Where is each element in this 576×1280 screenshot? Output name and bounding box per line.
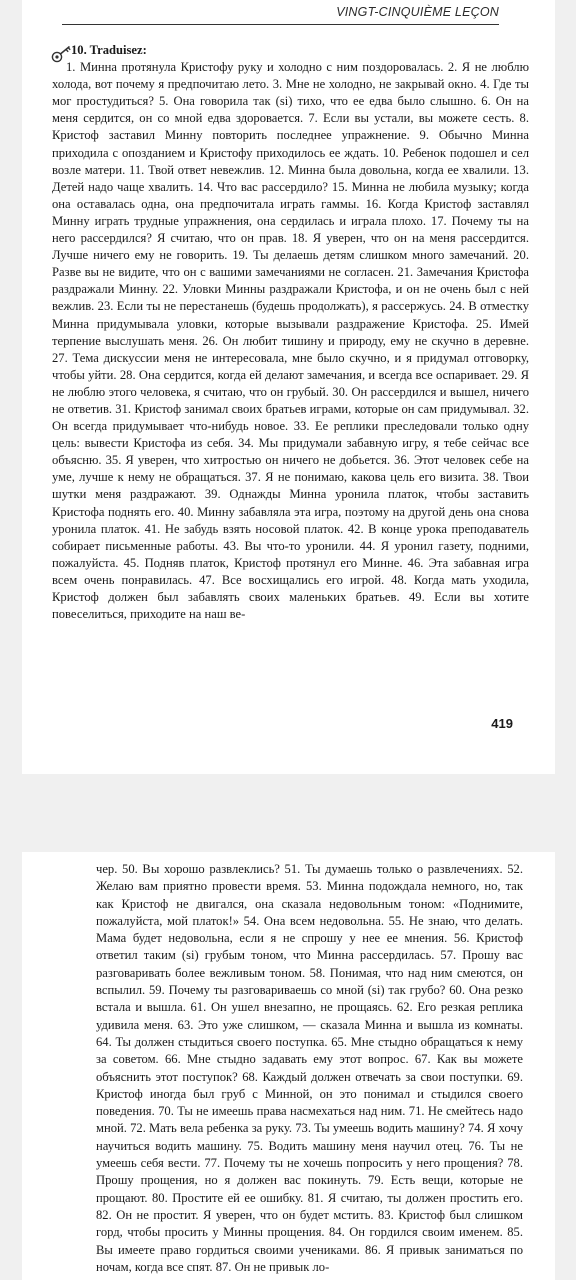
exercise-body [52, 42, 529, 623]
running-head-title: VINGT-CINQUIÈME LEÇON [336, 5, 499, 19]
book-page-419 [22, 0, 555, 774]
running-head [62, 2, 499, 25]
exercise-heading: 10. Traduisez: [71, 43, 147, 57]
exercise-text-part-1: 1. Минна протянула Кристофу руку и холодно с ним поздоровалась. 2. Я не люблю холода, вот почему я предпочитаю лето. 3. Мне не холодно, не закрывай окно. 4. Где ты мог простудиться? 5. Она говорила так (si) тихо, что ее едва было слышно. 6. Он на меня сердится, он со мной едва здоровается. 7. Если вы устали, вы можете сесть. 8. Кристоф заставил Минну повторить последнее упражнение. 9. Обычно Минна приходила с опозданием и Кристофу приходилось ее ждать. 10. Ребенок подошел и сел возле матери. 11. Твой ответ невежлив. 12. Минна была довольна, когда ее хвалили. 13. Детей надо чаще хвалить. 14. Что вас рассердило? 15. Минна не любила музыку; когда она оставалась одна, она предпочитала играть гаммы. 16. Когда Кристоф заставлял Минну играть трудные упражнения, она сердилась и играла плохо. 17. Почему ты на него рассердился? Я считаю, что он прав. 18. Я уверен, что он на меня рассердится. Лучше ничего ему не говорить. 19. Ты делаешь детям слишком много замечаний. 20. Разве вы не видите, что он с вашими замечаниями не согласен. 21. Замечания Кристофа раздражали Минну. 22. Уловки Минны раздражали Кристофа, и он не очень был с ней вежлив. 23. Если ты не перестанешь (будешь продолжать), я рассержусь. 24. В отместку Минна придумывала уловки, которые вызывали раздражение Кристофа. 25. Имей терпение выслушать меня. 26. Он любит тишину и природу, ему не скучно в деревне. 27. Тема дискуссии меня не интересовала, мне было скучно, и я придумал отговорку, чтобы уйти. 28. Она сердится, когда ей делают замечания, и всегда все оспаривает. 29. Я не люблю этого человека, я считаю, что он грубый. 30. Он рассердился и вышел, ничего не ответив. 31. Кристоф занимал своих братьев играми, которые он сам придумывал. 32. Он всегда придумывает что-нибудь новое. 33. Ее реплики преследовали только одну цель: вывести Кристофа из себя. 34. Мы придумали забавную игру, я тебе сейчас все объясню. 35. Я уверен, что хитростью он ничего не добьется. 36. Этот человек себе на уме, лучше к нему не обращаться. 37. Я не понимаю, какова цель его визита. 38. Твои шутки меня раздражают. 39. Однажды Минна уронила платок, чтобы заставить Кристофа поднять его. 40. Минну забавляла эта игра, поэтому на другой день она снова уронила платок. 41. Не забудь взять носовой платок. 42. В конце урока преподаватель собирает письменные работы. 43. Вы что-то уронили. 44. Я уронил газету, подними, пожалуйста. 45. Подняв платок, Кристоф протянул его Минне. 46. Эта забавная игра всем очень понравилась. 47. Все восхищались его игрой. 48. Когда мать уходила, Кристоф должен был забавлять своих маленьких братьев. 49. Если вы хотите повеселиться, приходите на наш ве- [52, 60, 529, 622]
exercise-text-part-2: чер. 50. Вы хорошо развлеклись? 51. Ты думаешь только о развлечениях. 52. Желаю вам приятно провести время. 53. Минна подождала немного, но, так как Кристоф не двигался, она сказала недовольным тоном: «Поднимите, пожалуйста, мой платок!» 54. Она всем недовольна. 55. Не знаю, что делать. Мама будет недовольна, если я не спрошу у нее ее мнения. 56. Кристоф ответил таким (si) грубым тоном, что Минна рассердилась. 57. Прошу вас разговаривать более вежливым тоном. 58. Понимая, что над ним смеются, он вспылил. 59. Почему ты разговариваешь со мной (si) так грубо? 60. Она резко встала и вышла. 61. Он ушел внезапно, не прощаясь. 62. Его резкая реплика удивила меня. 63. Это уже слишком, — сказала Минна и вышла из комнаты. 64. Ты должен стыдиться своего поступка. 65. Мне стыдно обращаться к нему за советом. 66. Мне стыдно задавать ему этот вопрос. 67. Как вы можете объяснить этот поступок? 68. Каждый должен отвечать за свои поступки. 69. Кристоф иногда был груб с Минной, он это понимал и стыдился своего поведения. 70. Ты не имеешь права насмехаться над ним. 71. Не смейтесь надо мной. 72. Мать вела ребенка за руку. 73. Ты умеешь водить машину? 74. Я хочу научиться водить машину. 75. Водить машину меня научил отец. 76. Ты не умеешь себя вести. 77. Почему ты не хочешь попросить у него прощения? 78. Прошу прощения, но я должен вас покинуть. 79. Есть вещи, которые не прощают. 80. Простите ей ее ошибку. 81. Я считаю, ты должен простить его. 82. Он не простит. Я уверен, что он будет мстить. 83. Кристоф был слишком горд, чтобы просить у Минны прощения. 84. Он гордился своим именем. 85. Вы имеете право гордиться своими учениками. 86. Я привык заниматься по ночам, когда все спят. 87. Он не привык ло- [96, 862, 523, 1274]
page-number: 419 [491, 716, 513, 731]
exercise-body-continued [96, 861, 523, 1276]
book-page-next [22, 852, 555, 1280]
